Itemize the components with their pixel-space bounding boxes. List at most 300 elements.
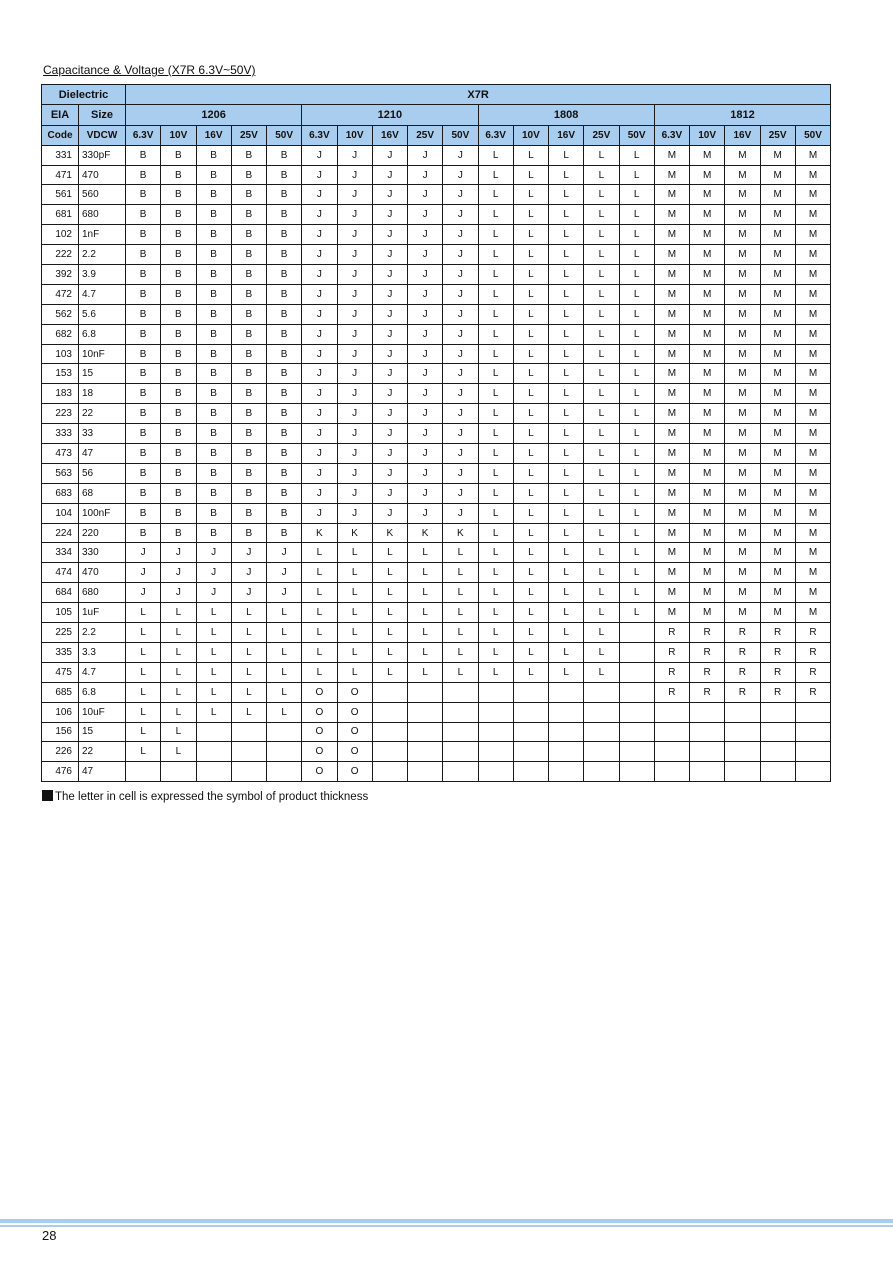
thickness-cell: J <box>408 265 443 285</box>
code-label: Code <box>42 125 79 145</box>
thickness-cell <box>267 762 302 782</box>
thickness-cell <box>478 762 513 782</box>
thickness-cell: B <box>196 145 231 165</box>
capacitance-cell: 56 <box>79 463 126 483</box>
thickness-cell: L <box>549 304 584 324</box>
thickness-cell: M <box>760 444 795 464</box>
capacitance-cell: 680 <box>79 205 126 225</box>
thickness-cell: L <box>584 623 619 643</box>
thickness-cell: B <box>196 185 231 205</box>
thickness-cell: L <box>513 265 548 285</box>
thickness-cell: M <box>654 424 689 444</box>
thickness-cell: L <box>302 623 337 643</box>
thickness-cell: M <box>795 185 830 205</box>
eia-code-cell: 331 <box>42 145 79 165</box>
thickness-cell <box>619 742 654 762</box>
thickness-cell <box>584 742 619 762</box>
thickness-cell: L <box>267 702 302 722</box>
thickness-cell: B <box>231 463 266 483</box>
thickness-cell <box>513 762 548 782</box>
thickness-cell: L <box>549 205 584 225</box>
thickness-cell: J <box>231 543 266 563</box>
thickness-cell: L <box>584 145 619 165</box>
thickness-cell: L <box>161 682 196 702</box>
thickness-cell: R <box>690 642 725 662</box>
thickness-cell: B <box>231 364 266 384</box>
thickness-cell: B <box>126 424 161 444</box>
thickness-cell: M <box>654 284 689 304</box>
thickness-cell: L <box>196 702 231 722</box>
voltage-header: 50V <box>267 125 302 145</box>
thickness-cell: L <box>584 523 619 543</box>
size-1808: 1808 <box>478 105 654 125</box>
thickness-cell: R <box>690 662 725 682</box>
thickness-cell: M <box>725 344 760 364</box>
thickness-cell: R <box>654 682 689 702</box>
thickness-cell: M <box>690 205 725 225</box>
thickness-cell: B <box>231 384 266 404</box>
eia-code-cell: 392 <box>42 265 79 285</box>
thickness-cell: L <box>478 284 513 304</box>
thickness-cell: M <box>725 304 760 324</box>
thickness-cell: M <box>795 483 830 503</box>
thickness-cell: L <box>513 503 548 523</box>
thickness-cell: J <box>302 205 337 225</box>
thickness-cell: L <box>337 543 372 563</box>
thickness-cell: B <box>161 284 196 304</box>
thickness-cell: B <box>161 523 196 543</box>
thickness-cell <box>267 742 302 762</box>
thickness-cell: J <box>408 225 443 245</box>
voltage-header: 10V <box>161 125 196 145</box>
thickness-cell: L <box>478 642 513 662</box>
thickness-cell: M <box>654 523 689 543</box>
thickness-cell: B <box>126 444 161 464</box>
thickness-cell: M <box>690 265 725 285</box>
table-row <box>42 563 831 583</box>
thickness-cell: B <box>231 225 266 245</box>
thickness-cell: L <box>619 145 654 165</box>
eia-code-cell: 476 <box>42 762 79 782</box>
thickness-cell: L <box>478 165 513 185</box>
thickness-cell: M <box>760 284 795 304</box>
thickness-cell: J <box>302 364 337 384</box>
thickness-cell: J <box>408 324 443 344</box>
thickness-cell: L <box>231 642 266 662</box>
thickness-cell: B <box>196 225 231 245</box>
thickness-cell: L <box>372 543 407 563</box>
thickness-cell: M <box>654 304 689 324</box>
thickness-cell: L <box>231 662 266 682</box>
thickness-cell: J <box>302 384 337 404</box>
thickness-cell: B <box>161 225 196 245</box>
thickness-cell: M <box>795 205 830 225</box>
thickness-cell: J <box>337 424 372 444</box>
thickness-cell: M <box>795 463 830 483</box>
thickness-cell <box>408 682 443 702</box>
thickness-cell: L <box>443 662 478 682</box>
thickness-cell: J <box>443 384 478 404</box>
thickness-cell: B <box>196 364 231 384</box>
thickness-cell: R <box>760 662 795 682</box>
thickness-cell: M <box>795 384 830 404</box>
thickness-cell: M <box>654 245 689 265</box>
thickness-cell: J <box>408 463 443 483</box>
eia-code-cell: 681 <box>42 205 79 225</box>
thickness-cell: L <box>584 642 619 662</box>
thickness-cell: R <box>725 662 760 682</box>
thickness-cell: M <box>654 324 689 344</box>
thickness-cell <box>654 702 689 722</box>
thickness-cell: B <box>267 304 302 324</box>
thickness-cell: B <box>267 284 302 304</box>
table-row <box>42 503 831 523</box>
thickness-cell <box>584 702 619 722</box>
thickness-cell <box>513 742 548 762</box>
thickness-cell: L <box>337 583 372 603</box>
thickness-cell: B <box>126 185 161 205</box>
thickness-cell: R <box>795 662 830 682</box>
thickness-cell: B <box>231 245 266 265</box>
thickness-cell: L <box>549 404 584 424</box>
thickness-cell <box>584 762 619 782</box>
thickness-cell: L <box>619 384 654 404</box>
thickness-cell: B <box>231 444 266 464</box>
thickness-cell: L <box>549 364 584 384</box>
thickness-cell: L <box>478 265 513 285</box>
capacitance-cell: 47 <box>79 444 126 464</box>
thickness-cell <box>690 742 725 762</box>
thickness-cell: B <box>196 384 231 404</box>
thickness-cell: M <box>690 364 725 384</box>
table-row <box>42 364 831 384</box>
eia-code-cell: 223 <box>42 404 79 424</box>
thickness-cell <box>267 722 302 742</box>
thickness-cell: J <box>302 284 337 304</box>
thickness-cell: L <box>619 344 654 364</box>
thickness-cell: L <box>478 304 513 324</box>
thickness-cell <box>513 722 548 742</box>
thickness-cell: M <box>725 324 760 344</box>
thickness-cell: B <box>126 145 161 165</box>
thickness-cell: L <box>549 642 584 662</box>
thickness-cell: J <box>443 364 478 384</box>
thickness-cell: L <box>478 483 513 503</box>
thickness-cell: L <box>584 483 619 503</box>
thickness-cell: L <box>267 603 302 623</box>
eia-code-cell: 226 <box>42 742 79 762</box>
thickness-cell: J <box>231 563 266 583</box>
table-row <box>42 344 831 364</box>
page-number: 28 <box>42 1228 57 1243</box>
thickness-cell: L <box>549 225 584 245</box>
thickness-cell: L <box>126 742 161 762</box>
thickness-cell: J <box>372 225 407 245</box>
capacitance-cell: 3.9 <box>79 265 126 285</box>
thickness-cell: J <box>408 424 443 444</box>
thickness-cell <box>443 682 478 702</box>
table-row <box>42 205 831 225</box>
thickness-cell: B <box>231 265 266 285</box>
thickness-cell: L <box>196 642 231 662</box>
thickness-cell: J <box>372 444 407 464</box>
thickness-cell: J <box>302 165 337 185</box>
thickness-cell: L <box>619 523 654 543</box>
thickness-cell: L <box>584 265 619 285</box>
thickness-cell: K <box>372 523 407 543</box>
thickness-cell: B <box>231 185 266 205</box>
vdcw-label: VDCW <box>79 125 126 145</box>
thickness-cell: R <box>795 682 830 702</box>
thickness-cell: J <box>337 344 372 364</box>
thickness-cell: B <box>267 384 302 404</box>
table-row <box>42 444 831 464</box>
thickness-cell: M <box>725 165 760 185</box>
thickness-cell <box>584 722 619 742</box>
voltage-header: 6.3V <box>478 125 513 145</box>
thickness-cell: J <box>302 344 337 364</box>
eia-code-cell: 103 <box>42 344 79 364</box>
thickness-cell: B <box>196 463 231 483</box>
thickness-cell <box>372 762 407 782</box>
thickness-cell: M <box>690 503 725 523</box>
thickness-cell: L <box>231 603 266 623</box>
thickness-cell: M <box>654 165 689 185</box>
thickness-cell: L <box>513 662 548 682</box>
thickness-cell: J <box>443 245 478 265</box>
thickness-cell: L <box>619 284 654 304</box>
thickness-cell <box>619 682 654 702</box>
thickness-cell: L <box>584 165 619 185</box>
thickness-cell: L <box>513 463 548 483</box>
thickness-cell: L <box>584 424 619 444</box>
thickness-cell: L <box>619 503 654 523</box>
thickness-cell: O <box>302 742 337 762</box>
thickness-cell: M <box>654 265 689 285</box>
thickness-cell: M <box>795 165 830 185</box>
thickness-cell: B <box>161 384 196 404</box>
thickness-cell: M <box>795 265 830 285</box>
thickness-cell: L <box>372 603 407 623</box>
thickness-cell: O <box>337 722 372 742</box>
thickness-cell: L <box>478 344 513 364</box>
thickness-cell: B <box>196 444 231 464</box>
thickness-cell <box>443 722 478 742</box>
thickness-cell: L <box>584 205 619 225</box>
thickness-cell: L <box>478 623 513 643</box>
thickness-cell: M <box>795 603 830 623</box>
thickness-cell: J <box>161 543 196 563</box>
thickness-cell: L <box>584 603 619 623</box>
thickness-cell: J <box>302 265 337 285</box>
thickness-cell: B <box>196 205 231 225</box>
capacitance-cell: 2.2 <box>79 245 126 265</box>
thickness-cell: M <box>690 404 725 424</box>
thickness-cell: J <box>408 304 443 324</box>
table-row <box>42 523 831 543</box>
thickness-cell <box>549 722 584 742</box>
thickness-cell: R <box>760 682 795 702</box>
thickness-cell <box>372 722 407 742</box>
thickness-cell: M <box>760 245 795 265</box>
thickness-cell: J <box>372 344 407 364</box>
table-row <box>42 543 831 563</box>
thickness-cell: M <box>654 404 689 424</box>
thickness-cell: M <box>760 404 795 424</box>
thickness-cell <box>478 682 513 702</box>
thickness-cell: J <box>372 483 407 503</box>
capacitance-cell: 470 <box>79 563 126 583</box>
thickness-cell <box>549 742 584 762</box>
thickness-cell: L <box>549 344 584 364</box>
size-label: Size <box>79 105 126 125</box>
thickness-cell <box>372 742 407 762</box>
thickness-cell: B <box>126 404 161 424</box>
capacitance-cell: 5.6 <box>79 304 126 324</box>
thickness-cell: J <box>443 324 478 344</box>
thickness-cell: M <box>760 205 795 225</box>
thickness-cell: B <box>231 145 266 165</box>
thickness-cell: M <box>725 384 760 404</box>
thickness-cell: L <box>372 583 407 603</box>
capacitance-cell: 10uF <box>79 702 126 722</box>
table-row <box>42 225 831 245</box>
voltage-header: 25V <box>231 125 266 145</box>
thickness-cell: J <box>126 563 161 583</box>
thickness-cell: M <box>725 145 760 165</box>
thickness-cell: O <box>337 742 372 762</box>
thickness-cell: B <box>161 324 196 344</box>
capacitance-cell: 100nF <box>79 503 126 523</box>
eia-code-cell: 474 <box>42 563 79 583</box>
thickness-cell: B <box>126 344 161 364</box>
thickness-cell: B <box>196 304 231 324</box>
capacitance-cell: 560 <box>79 185 126 205</box>
table-row <box>42 404 831 424</box>
eia-code-cell: 475 <box>42 662 79 682</box>
thickness-cell: B <box>126 205 161 225</box>
thickness-cell <box>725 722 760 742</box>
thickness-cell: J <box>408 404 443 424</box>
thickness-cell: M <box>795 563 830 583</box>
thickness-cell: B <box>126 384 161 404</box>
voltage-header: 16V <box>372 125 407 145</box>
thickness-cell: L <box>513 603 548 623</box>
thickness-cell: M <box>795 324 830 344</box>
thickness-cell: B <box>267 145 302 165</box>
table-row <box>42 165 831 185</box>
thickness-cell: O <box>337 682 372 702</box>
thickness-cell: L <box>231 702 266 722</box>
thickness-cell: J <box>337 265 372 285</box>
thickness-cell: M <box>654 225 689 245</box>
thickness-cell: B <box>126 245 161 265</box>
thickness-cell: J <box>408 245 443 265</box>
thickness-cell: M <box>654 563 689 583</box>
thickness-cell: M <box>795 444 830 464</box>
size-1210: 1210 <box>302 105 478 125</box>
thickness-cell: L <box>478 463 513 483</box>
thickness-cell: J <box>337 483 372 503</box>
thickness-cell: B <box>196 483 231 503</box>
thickness-cell <box>372 702 407 722</box>
capacitance-cell: 470 <box>79 165 126 185</box>
thickness-cell: M <box>760 483 795 503</box>
thickness-cell: L <box>549 424 584 444</box>
thickness-cell: K <box>408 523 443 543</box>
thickness-cell: M <box>760 463 795 483</box>
capacitance-cell: 1uF <box>79 603 126 623</box>
thickness-cell: L <box>513 404 548 424</box>
thickness-cell: J <box>337 404 372 424</box>
thickness-cell: J <box>443 404 478 424</box>
thickness-cell: J <box>302 185 337 205</box>
thickness-cell: L <box>584 444 619 464</box>
thickness-cell: J <box>372 503 407 523</box>
size-1812: 1812 <box>654 105 830 125</box>
table-row <box>42 185 831 205</box>
thickness-cell: L <box>584 503 619 523</box>
voltage-header: 6.3V <box>654 125 689 145</box>
thickness-cell: L <box>161 702 196 722</box>
thickness-cell: M <box>760 185 795 205</box>
thickness-cell: L <box>513 642 548 662</box>
thickness-cell: M <box>690 304 725 324</box>
thickness-cell: B <box>126 165 161 185</box>
thickness-cell: L <box>126 682 161 702</box>
thickness-cell: B <box>231 284 266 304</box>
thickness-cell: J <box>443 265 478 285</box>
thickness-cell: L <box>513 185 548 205</box>
thickness-cell: M <box>725 205 760 225</box>
thickness-cell: L <box>443 623 478 643</box>
eia-code-cell: 685 <box>42 682 79 702</box>
thickness-cell: L <box>549 463 584 483</box>
thickness-cell: J <box>337 284 372 304</box>
capacitance-cell: 47 <box>79 762 126 782</box>
thickness-cell: B <box>231 503 266 523</box>
thickness-cell: J <box>372 364 407 384</box>
eia-code-cell: 335 <box>42 642 79 662</box>
thickness-cell: J <box>408 284 443 304</box>
thickness-cell: L <box>549 563 584 583</box>
thickness-cell: J <box>267 563 302 583</box>
thickness-cell: B <box>161 344 196 364</box>
thickness-cell: L <box>619 165 654 185</box>
thickness-cell: L <box>513 563 548 583</box>
eia-code-cell: 153 <box>42 364 79 384</box>
thickness-cell <box>619 722 654 742</box>
eia-code-cell: 471 <box>42 165 79 185</box>
thickness-cell: L <box>196 662 231 682</box>
thickness-cell <box>760 762 795 782</box>
eia-code-cell: 105 <box>42 603 79 623</box>
voltage-row <box>42 125 831 145</box>
table-row <box>42 702 831 722</box>
capacitance-cell: 33 <box>79 424 126 444</box>
thickness-cell <box>584 682 619 702</box>
capacitance-cell: 680 <box>79 583 126 603</box>
thickness-cell: L <box>161 623 196 643</box>
thickness-cell: L <box>513 543 548 563</box>
thickness-cell: L <box>231 623 266 643</box>
thickness-cell: B <box>126 304 161 324</box>
table-row <box>42 583 831 603</box>
thickness-cell: M <box>760 265 795 285</box>
table-row <box>42 245 831 265</box>
thickness-cell <box>619 762 654 782</box>
capacitance-cell: 15 <box>79 722 126 742</box>
